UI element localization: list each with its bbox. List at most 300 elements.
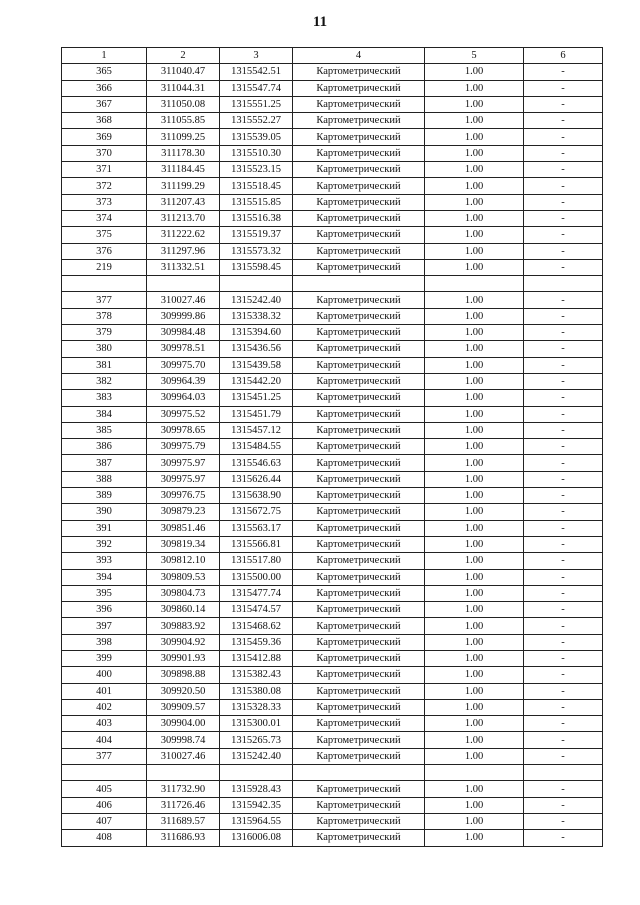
- table-cell: -: [524, 194, 603, 210]
- table-cell: Картометрический: [293, 520, 425, 536]
- table-cell: 1315563.17: [220, 520, 293, 536]
- table-cell: -: [524, 357, 603, 373]
- table-cell: 1315328.33: [220, 699, 293, 715]
- table-cell: -: [524, 553, 603, 569]
- table-cell: -: [524, 64, 603, 80]
- table-cell: Картометрический: [293, 162, 425, 178]
- table-cell: 1315242.40: [220, 292, 293, 308]
- table-cell: 1315338.32: [220, 308, 293, 324]
- header-cell: 6: [524, 48, 603, 64]
- table-row: [62, 683, 603, 699]
- table-cell: 1.00: [425, 455, 524, 471]
- table-separator-row: [62, 276, 603, 292]
- table-row: [62, 308, 603, 324]
- table-cell: 309998.74: [147, 732, 220, 748]
- table-cell: 391: [62, 520, 147, 536]
- table-cell: -: [524, 80, 603, 96]
- table-cell: 1315382.43: [220, 667, 293, 683]
- table-cell: -: [524, 96, 603, 112]
- table-cell: 1.00: [425, 243, 524, 259]
- table-cell: 367: [62, 96, 147, 112]
- table-cell: 405: [62, 781, 147, 797]
- table-cell: -: [524, 650, 603, 666]
- table-cell: 1.00: [425, 634, 524, 650]
- table-cell: 1.00: [425, 716, 524, 732]
- table-cell: -: [524, 781, 603, 797]
- table-cell: 309860.14: [147, 602, 220, 618]
- table-cell: 1315542.51: [220, 64, 293, 80]
- table-cell: 374: [62, 210, 147, 226]
- table-cell: 309920.50: [147, 683, 220, 699]
- table-cell: -: [524, 178, 603, 194]
- table-row: [62, 373, 603, 389]
- table-cell: [524, 276, 603, 292]
- table-cell: 309975.70: [147, 357, 220, 373]
- table-row: [62, 488, 603, 504]
- table-cell: 385: [62, 422, 147, 438]
- table-cell: 401: [62, 683, 147, 699]
- table-row: [62, 113, 603, 129]
- table-cell: 309984.48: [147, 325, 220, 341]
- table-cell: Картометрический: [293, 813, 425, 829]
- table-cell: -: [524, 162, 603, 178]
- table-cell: 309812.10: [147, 553, 220, 569]
- table-cell: -: [524, 308, 603, 324]
- table-cell: 309964.39: [147, 373, 220, 389]
- table-cell: -: [524, 422, 603, 438]
- table-cell: Картометрический: [293, 618, 425, 634]
- table-cell: 1.00: [425, 667, 524, 683]
- table-row: [62, 504, 603, 520]
- table-cell: 380: [62, 341, 147, 357]
- table-cell: -: [524, 520, 603, 536]
- table-cell: -: [524, 488, 603, 504]
- table-cell: Картометрический: [293, 455, 425, 471]
- table-cell: 309898.88: [147, 667, 220, 683]
- table-row: [62, 667, 603, 683]
- table-cell: Картометрический: [293, 129, 425, 145]
- table-cell: 1315510.30: [220, 145, 293, 161]
- table-cell: -: [524, 585, 603, 601]
- table-cell: Картометрический: [293, 145, 425, 161]
- table-cell: Картометрический: [293, 80, 425, 96]
- table-cell: -: [524, 210, 603, 226]
- table-cell: 309879.23: [147, 504, 220, 520]
- table-cell: -: [524, 813, 603, 829]
- table-cell: -: [524, 227, 603, 243]
- table-cell: 309964.03: [147, 390, 220, 406]
- table-cell: -: [524, 471, 603, 487]
- table-cell: -: [524, 259, 603, 275]
- table-row: [62, 259, 603, 275]
- table-cell: 311332.51: [147, 259, 220, 275]
- table-cell: 375: [62, 227, 147, 243]
- header-cell: 5: [425, 48, 524, 64]
- table-cell: Картометрический: [293, 390, 425, 406]
- table-cell: 311178.30: [147, 145, 220, 161]
- table-cell: 1.00: [425, 748, 524, 764]
- table-cell: Картометрический: [293, 797, 425, 813]
- table-cell: 399: [62, 650, 147, 666]
- table-cell: 1315412.88: [220, 650, 293, 666]
- table-cell: Картометрический: [293, 830, 425, 846]
- table-cell: Картометрический: [293, 471, 425, 487]
- table-cell: [524, 765, 603, 781]
- table-cell: 1315451.25: [220, 390, 293, 406]
- table-cell: 365: [62, 64, 147, 80]
- table-cell: 311050.08: [147, 96, 220, 112]
- table-row: [62, 162, 603, 178]
- table-cell: 397: [62, 618, 147, 634]
- table-cell: 309851.46: [147, 520, 220, 536]
- table-cell: 1.00: [425, 64, 524, 80]
- table-cell: 1.00: [425, 178, 524, 194]
- table-cell: Картометрический: [293, 602, 425, 618]
- table-row: [62, 520, 603, 536]
- table-cell: 376: [62, 243, 147, 259]
- table-cell: 311199.29: [147, 178, 220, 194]
- table-cell: Картометрический: [293, 325, 425, 341]
- table-cell: 219: [62, 259, 147, 275]
- table-cell: 1315459.36: [220, 634, 293, 650]
- header-cell: 1: [62, 48, 147, 64]
- table-cell: 311040.47: [147, 64, 220, 80]
- table-cell: 1315442.20: [220, 373, 293, 389]
- header-cell: 2: [147, 48, 220, 64]
- table-cell: Картометрический: [293, 488, 425, 504]
- table-cell: 1.00: [425, 520, 524, 536]
- table-cell: Картометрический: [293, 553, 425, 569]
- table-cell: 309978.51: [147, 341, 220, 357]
- table-cell: Картометрический: [293, 178, 425, 194]
- table-row: [62, 781, 603, 797]
- table-cell: -: [524, 406, 603, 422]
- table-cell: Картометрический: [293, 194, 425, 210]
- table-cell: 1315551.25: [220, 96, 293, 112]
- table-cell: 1315519.37: [220, 227, 293, 243]
- table-cell: 311732.90: [147, 781, 220, 797]
- table-cell: 1316006.08: [220, 830, 293, 846]
- table-cell: 1.00: [425, 341, 524, 357]
- table-cell: 310027.46: [147, 292, 220, 308]
- table-cell: 1315942.35: [220, 797, 293, 813]
- header-cell: 3: [220, 48, 293, 64]
- table-cell: 311213.70: [147, 210, 220, 226]
- table-cell: -: [524, 830, 603, 846]
- table-cell: 398: [62, 634, 147, 650]
- table-cell: 392: [62, 536, 147, 552]
- table-cell: 309883.92: [147, 618, 220, 634]
- table-cell: -: [524, 536, 603, 552]
- table-cell: 310027.46: [147, 748, 220, 764]
- table-cell: 402: [62, 699, 147, 715]
- table-cell: 378: [62, 308, 147, 324]
- table-row: [62, 471, 603, 487]
- table-cell: 1315265.73: [220, 732, 293, 748]
- table-cell: -: [524, 748, 603, 764]
- table-cell: 1315468.62: [220, 618, 293, 634]
- table-cell: 389: [62, 488, 147, 504]
- table-row: [62, 390, 603, 406]
- table-cell: 311726.46: [147, 797, 220, 813]
- table-cell: 1.00: [425, 194, 524, 210]
- table-cell: Картометрический: [293, 341, 425, 357]
- table-cell: -: [524, 716, 603, 732]
- table-row: [62, 569, 603, 585]
- table-cell: 309978.65: [147, 422, 220, 438]
- table-cell: 1.00: [425, 162, 524, 178]
- table-cell: 370: [62, 145, 147, 161]
- table-row: [62, 830, 603, 846]
- table-row: [62, 585, 603, 601]
- table-cell: 1315242.40: [220, 748, 293, 764]
- table-cell: [147, 276, 220, 292]
- table-cell: 311044.31: [147, 80, 220, 96]
- table-cell: 1315539.05: [220, 129, 293, 145]
- table-cell: 1.00: [425, 439, 524, 455]
- table-cell: Картометрический: [293, 781, 425, 797]
- table-cell: 1315500.00: [220, 569, 293, 585]
- table-cell: [425, 765, 524, 781]
- table-header-row: [62, 48, 603, 64]
- table-row: [62, 748, 603, 764]
- table-cell: 1.00: [425, 699, 524, 715]
- table-cell: 1315518.45: [220, 178, 293, 194]
- coordinates-table: [61, 47, 603, 847]
- table-row: [62, 439, 603, 455]
- table-cell: -: [524, 569, 603, 585]
- table-cell: 309819.34: [147, 536, 220, 552]
- table-cell: Картометрический: [293, 504, 425, 520]
- table-cell: Картометрический: [293, 699, 425, 715]
- table-cell: 309975.97: [147, 455, 220, 471]
- table-cell: 311184.45: [147, 162, 220, 178]
- table-cell: 1.00: [425, 732, 524, 748]
- table-cell: 1.00: [425, 129, 524, 145]
- table-cell: -: [524, 145, 603, 161]
- table-row: [62, 716, 603, 732]
- table-row: [62, 797, 603, 813]
- table-row: [62, 618, 603, 634]
- table-row: [62, 178, 603, 194]
- table-cell: 1315436.56: [220, 341, 293, 357]
- table-cell: Картометрический: [293, 667, 425, 683]
- table-cell: Картометрический: [293, 243, 425, 259]
- table-cell: -: [524, 455, 603, 471]
- table-cell: Картометрический: [293, 422, 425, 438]
- table-cell: 381: [62, 357, 147, 373]
- table-cell: 366: [62, 80, 147, 96]
- table-cell: 406: [62, 797, 147, 813]
- table-cell: Картометрический: [293, 683, 425, 699]
- table-cell: Картометрический: [293, 406, 425, 422]
- table-cell: 386: [62, 439, 147, 455]
- table-cell: -: [524, 504, 603, 520]
- table-row: [62, 210, 603, 226]
- table-row: [62, 536, 603, 552]
- table-cell: 309809.53: [147, 569, 220, 585]
- table-cell: 1315573.32: [220, 243, 293, 259]
- table-row: [62, 129, 603, 145]
- table-cell: 1.00: [425, 650, 524, 666]
- table-cell: -: [524, 292, 603, 308]
- table-cell: 1315457.12: [220, 422, 293, 438]
- table-cell: 382: [62, 373, 147, 389]
- table-cell: 1315552.27: [220, 113, 293, 129]
- table-row: [62, 325, 603, 341]
- table-cell: 1.00: [425, 227, 524, 243]
- table-row: [62, 422, 603, 438]
- table-cell: Картометрический: [293, 64, 425, 80]
- table-cell: 390: [62, 504, 147, 520]
- table-cell: 311686.93: [147, 830, 220, 846]
- table-cell: 1315484.55: [220, 439, 293, 455]
- table-cell: -: [524, 699, 603, 715]
- table-cell: 1315964.55: [220, 813, 293, 829]
- table-row: [62, 732, 603, 748]
- table-cell: 1315638.90: [220, 488, 293, 504]
- table-cell: 1.00: [425, 390, 524, 406]
- table-cell: 1.00: [425, 471, 524, 487]
- table-cell: -: [524, 390, 603, 406]
- table-cell: 1315928.43: [220, 781, 293, 797]
- table-cell: 407: [62, 813, 147, 829]
- table-cell: 1.00: [425, 797, 524, 813]
- table-cell: [62, 765, 147, 781]
- table-row: [62, 602, 603, 618]
- table-cell: 311222.62: [147, 227, 220, 243]
- table-cell: 371: [62, 162, 147, 178]
- table-cell: 384: [62, 406, 147, 422]
- table-cell: 309975.79: [147, 439, 220, 455]
- table-cell: 1315515.85: [220, 194, 293, 210]
- table-cell: Картометрический: [293, 732, 425, 748]
- table-cell: 1.00: [425, 569, 524, 585]
- table-row: [62, 80, 603, 96]
- table-cell: 1.00: [425, 357, 524, 373]
- table-row: [62, 243, 603, 259]
- table-cell: 408: [62, 830, 147, 846]
- table-cell: Картометрический: [293, 569, 425, 585]
- table-cell: 1.00: [425, 308, 524, 324]
- table-cell: Картометрический: [293, 716, 425, 732]
- table-cell: [220, 765, 293, 781]
- table-cell: 372: [62, 178, 147, 194]
- table-cell: -: [524, 618, 603, 634]
- table-cell: 1315439.58: [220, 357, 293, 373]
- table-cell: 309904.92: [147, 634, 220, 650]
- table-cell: 1.00: [425, 553, 524, 569]
- table-row: [62, 813, 603, 829]
- table-cell: 1.00: [425, 145, 524, 161]
- table-cell: 1315566.81: [220, 536, 293, 552]
- table-cell: 1315547.74: [220, 80, 293, 96]
- table-cell: 309901.93: [147, 650, 220, 666]
- table-separator-row: [62, 765, 603, 781]
- table-cell: 377: [62, 748, 147, 764]
- table-cell: 1315474.57: [220, 602, 293, 618]
- table-row: [62, 292, 603, 308]
- table-cell: 369: [62, 129, 147, 145]
- table-cell: 1315516.38: [220, 210, 293, 226]
- table-cell: -: [524, 341, 603, 357]
- table-cell: 1315300.01: [220, 716, 293, 732]
- table-row: [62, 357, 603, 373]
- table-row: [62, 553, 603, 569]
- table-cell: 373: [62, 194, 147, 210]
- table-cell: 1315451.79: [220, 406, 293, 422]
- table-row: [62, 634, 603, 650]
- table-cell: 1.00: [425, 781, 524, 797]
- table-row: [62, 96, 603, 112]
- table-cell: 1.00: [425, 210, 524, 226]
- table-cell: -: [524, 683, 603, 699]
- table-body: [62, 64, 603, 846]
- table-cell: 394: [62, 569, 147, 585]
- table-cell: Картометрический: [293, 585, 425, 601]
- table-cell: 377: [62, 292, 147, 308]
- table-cell: 1315523.15: [220, 162, 293, 178]
- table-cell: 1.00: [425, 373, 524, 389]
- table-cell: Картометрический: [293, 357, 425, 373]
- table-cell: 1.00: [425, 602, 524, 618]
- table-cell: -: [524, 243, 603, 259]
- table-cell: 309909.57: [147, 699, 220, 715]
- table-cell: Картометрический: [293, 439, 425, 455]
- table-cell: 1.00: [425, 96, 524, 112]
- table-cell: -: [524, 129, 603, 145]
- table-cell: 368: [62, 113, 147, 129]
- table-cell: 393: [62, 553, 147, 569]
- table-cell: 1315546.63: [220, 455, 293, 471]
- table-cell: 1315598.45: [220, 259, 293, 275]
- table-cell: [147, 765, 220, 781]
- table-cell: 1.00: [425, 406, 524, 422]
- table-cell: 311055.85: [147, 113, 220, 129]
- table-cell: 309904.00: [147, 716, 220, 732]
- table-cell: 1.00: [425, 830, 524, 846]
- table-cell: 1.00: [425, 504, 524, 520]
- table-cell: 311689.57: [147, 813, 220, 829]
- table-row: [62, 194, 603, 210]
- table-cell: 1.00: [425, 80, 524, 96]
- table-cell: Картометрический: [293, 227, 425, 243]
- table-cell: 1.00: [425, 259, 524, 275]
- table-cell: 1315517.80: [220, 553, 293, 569]
- table-cell: -: [524, 634, 603, 650]
- header-cell: 4: [293, 48, 425, 64]
- table-cell: 379: [62, 325, 147, 341]
- table-cell: 1.00: [425, 813, 524, 829]
- table-cell: Картометрический: [293, 634, 425, 650]
- table-cell: Картометрический: [293, 113, 425, 129]
- table-cell: [293, 276, 425, 292]
- table-cell: [220, 276, 293, 292]
- table-row: [62, 455, 603, 471]
- table-cell: 1.00: [425, 536, 524, 552]
- table-cell: Картометрический: [293, 210, 425, 226]
- table-cell: [425, 276, 524, 292]
- table-row: [62, 650, 603, 666]
- table-cell: 1315626.44: [220, 471, 293, 487]
- table-cell: 395: [62, 585, 147, 601]
- table-cell: 309975.97: [147, 471, 220, 487]
- table-row: [62, 406, 603, 422]
- table-cell: Картометрический: [293, 536, 425, 552]
- table-cell: 1315380.08: [220, 683, 293, 699]
- table-cell: 396: [62, 602, 147, 618]
- table-cell: -: [524, 113, 603, 129]
